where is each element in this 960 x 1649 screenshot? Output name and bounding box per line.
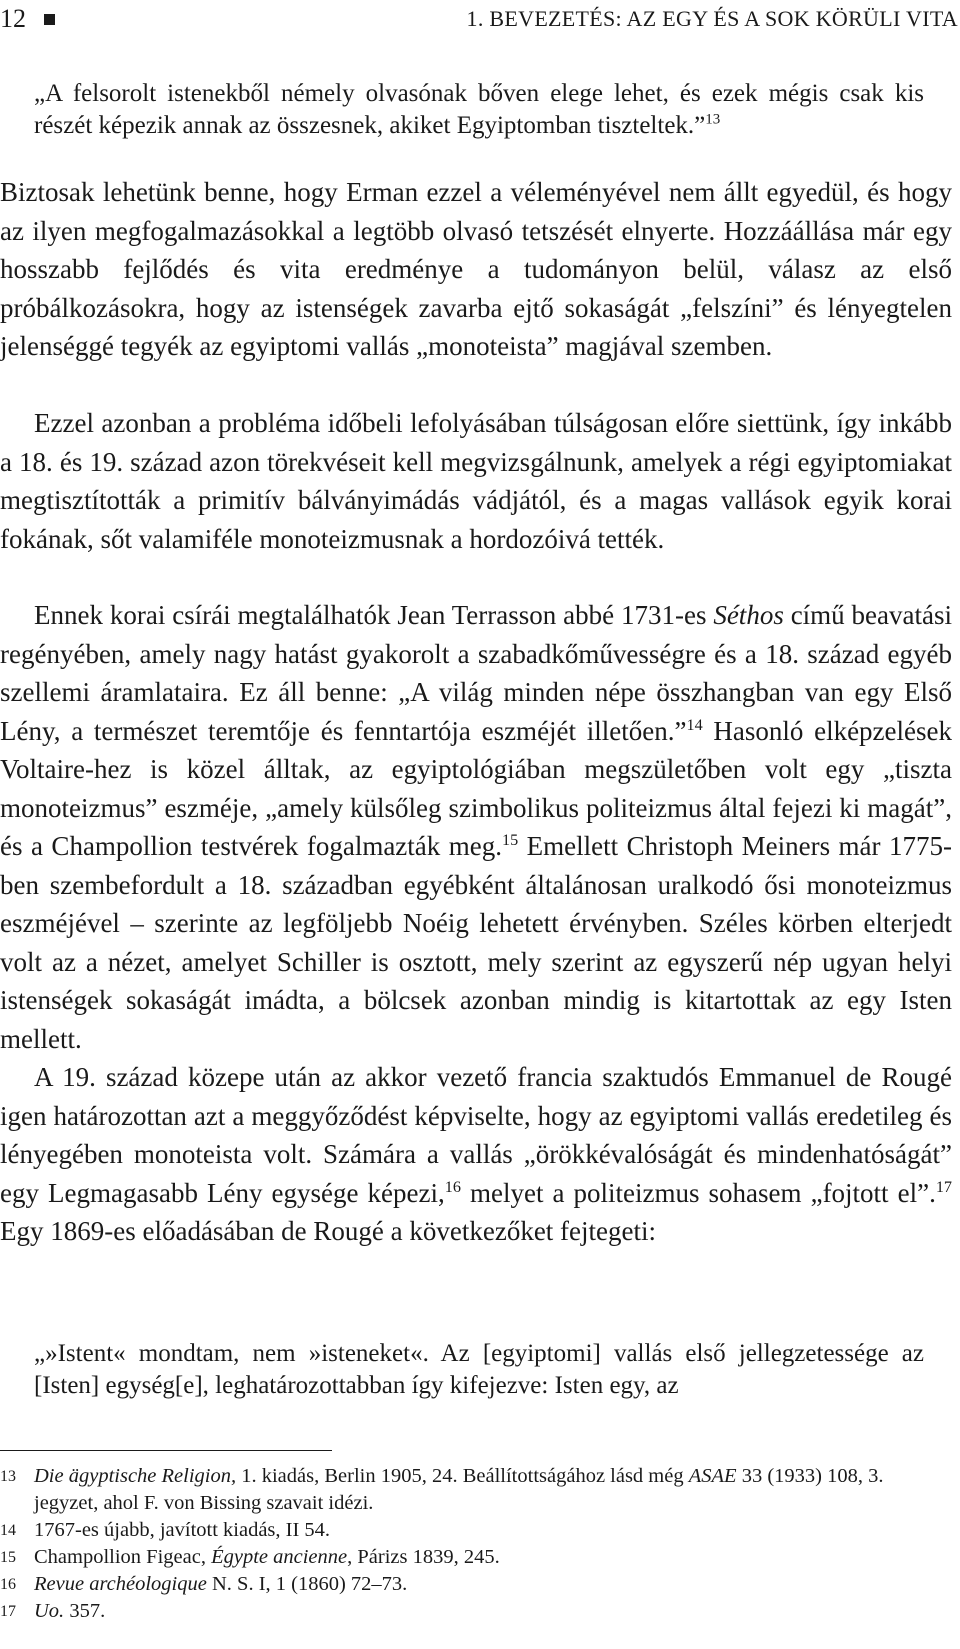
footnote-segment: 1767-es újabb, javított kiadás, II 54. bbox=[34, 1519, 331, 1541]
footnote-divider bbox=[0, 1450, 332, 1451]
footnote-segment: Champollion Figeac, bbox=[34, 1546, 212, 1568]
footnote-text bbox=[34, 1544, 952, 1571]
quote-text: „»Istent« mondtam, nem »isteneket«. Az [egyiptomi] vallás első jellegzetessége az [Isten] egység[e], leghatározottabban így kifejezve: Isten egy, az bbox=[34, 1340, 924, 1399]
footnote-ref-16: 16 bbox=[444, 1177, 461, 1196]
footnote-ref-14: 14 bbox=[686, 715, 703, 734]
footnote-segment: 1. kiadás, Berlin 1905, 24. Beállítottságához lásd még bbox=[236, 1465, 689, 1487]
running-head: 1. BEVEZETÉS: AZ EGY ÉS A SOK KÖRÜLI VITA bbox=[466, 6, 958, 31]
footnote-number: 13 bbox=[0, 1468, 16, 1485]
paragraph-text: Egy 1869-es előadásában de Rougé a következőket fejtegeti: bbox=[0, 1216, 657, 1246]
footnote-segment: , Párizs 1839, 245. bbox=[347, 1546, 500, 1568]
footnote-ref-13: 13 bbox=[705, 111, 721, 128]
paragraph-2 bbox=[0, 404, 952, 558]
footnote-segment: N. S. I, 1 (1860) 72–73. bbox=[206, 1573, 408, 1595]
footnote-14 bbox=[0, 1517, 952, 1544]
footnote-italic: ASAE bbox=[688, 1465, 737, 1487]
block-quote-top bbox=[34, 78, 924, 142]
footnote-text bbox=[34, 1571, 952, 1598]
page-number: 12 bbox=[0, 4, 26, 33]
footnote-ref-15: 15 bbox=[502, 831, 519, 849]
paragraph-1 bbox=[0, 173, 952, 366]
block-quote-bottom bbox=[34, 1338, 924, 1402]
footnote-text bbox=[34, 1517, 952, 1544]
footnote-number: 15 bbox=[0, 1549, 16, 1566]
quote-text: „A felsorolt istenekből némely olvasónak bőven elege lehet, és ezek mégis csak kis részét képezik annak az összesnek, akiket Egyiptomban tiszteltek.” bbox=[34, 80, 924, 139]
footnote-number: 14 bbox=[0, 1522, 16, 1539]
footnote-segment: 357. bbox=[64, 1600, 106, 1622]
footnote-number: 16 bbox=[0, 1576, 16, 1593]
paragraph-3 bbox=[0, 596, 952, 1058]
footnote-italic: Égypte ancienne bbox=[211, 1546, 348, 1568]
footnote-13 bbox=[0, 1463, 952, 1517]
paragraph-text: A 19. század közepe után az akkor vezető francia szaktudós Emmanuel de Rougé igen határozottan azt a meggyőződést képviselte, hogy az egyiptomi vallás eredetileg és lényegében monoteista volt. Számára a vallás „örökkévalóságát és mindenhatóságát” egy Legmagasabb Lény egysége képezi, bbox=[0, 1062, 952, 1208]
footnote-italic: Die ägyptische Religion, bbox=[34, 1465, 237, 1487]
footnote-segment: 33 (1933) 108, 3. jegyzet, ahol F. von Bissing szavait idézi. bbox=[34, 1465, 884, 1514]
footnote-number: 17 bbox=[0, 1603, 16, 1620]
footnote-15 bbox=[0, 1544, 952, 1571]
page-header bbox=[0, 4, 960, 34]
paragraph-4 bbox=[0, 1058, 952, 1251]
square-bullet-icon bbox=[44, 14, 55, 25]
paragraph-text: című beavatási regényében, amely nagy hatást gyakorolt a szabadkőművességre és a 18. század egyéb szellemi áramlataira. Ez áll benne: „A világ minden népe összhangban van egy Első Lény, a természet teremtője és fenntartója eszméjét illetően.” bbox=[0, 600, 952, 746]
footnote-italic: Uo. bbox=[34, 1600, 65, 1622]
paragraph-text: Emellett Christoph Meiners már 1775-ben szembefordult a 18. században egyébként általánosan uralkodó ősi monoteizmus eszméjével – szerinte az legföljebb Noéig lehetett érvényben. Széles körben elterjedt volt az a nézet, amelyet Schiller is osztott, mely szerint az egyszerű nép ugyan helyi istenségek sokaságát imádta, a bölcsek azonban mindig is kitartottak az egy Isten mellett. bbox=[0, 831, 953, 1054]
paragraph-text: Ezzel azonban a probléma időbeli lefolyásában túlságosan előre siettünk, így inkább a 18. és 19. század azon törekvéseit kell megvizsgálnunk, amelyek a régi egyiptomiakat megtisztították a primitív bálványimádás vádjától, és a magas vallások egyik korai fokának, sőt valamiféle monoteizmusnak a hordozóivá tették. bbox=[0, 408, 952, 554]
footnote-ref-17: 17 bbox=[935, 1177, 953, 1196]
paragraph-text: melyet a politeizmus sohasem „fojtott el”. bbox=[460, 1177, 936, 1208]
footnote-italic: Revue archéologique bbox=[34, 1573, 207, 1595]
footnote-text bbox=[34, 1598, 952, 1625]
paragraph-text: Ennek korai csírái megtalálhatók Jean Terrasson abbé 1731-es bbox=[34, 600, 714, 630]
book-title: Séthos bbox=[713, 600, 784, 630]
footnote-16 bbox=[0, 1571, 952, 1598]
footnote-text bbox=[34, 1463, 952, 1517]
paragraph-text: Biztosak lehetünk benne, hogy Erman ezzel a véleményével nem állt egyedül, és hogy az ilyen megfogalmazásokkal a legtöbb olvasó tetszését elnyerte. Hozzáállása már egy hosszabb fejlődés és vita eredménye a tudományon belül, válasz az első próbálkozásokra, hogy az istenségek zavarba ejtő sokaságát „felszíni” és lényegtelen jelenséggé tegyék az egyiptomi vallás „monoteista” magjával szemben. bbox=[0, 177, 952, 361]
paragraph-text: Hasonló elképzelések Voltaire-hez is közel álltak, az egyiptológiában megszületőben volt egy „tiszta monoteizmus” eszméje, „amely külsőleg szimbolikus politeizmus által fejezi ki magát”, és a Champollion testvérek fogalmazták meg. bbox=[0, 715, 952, 861]
footnote-17 bbox=[0, 1598, 952, 1625]
